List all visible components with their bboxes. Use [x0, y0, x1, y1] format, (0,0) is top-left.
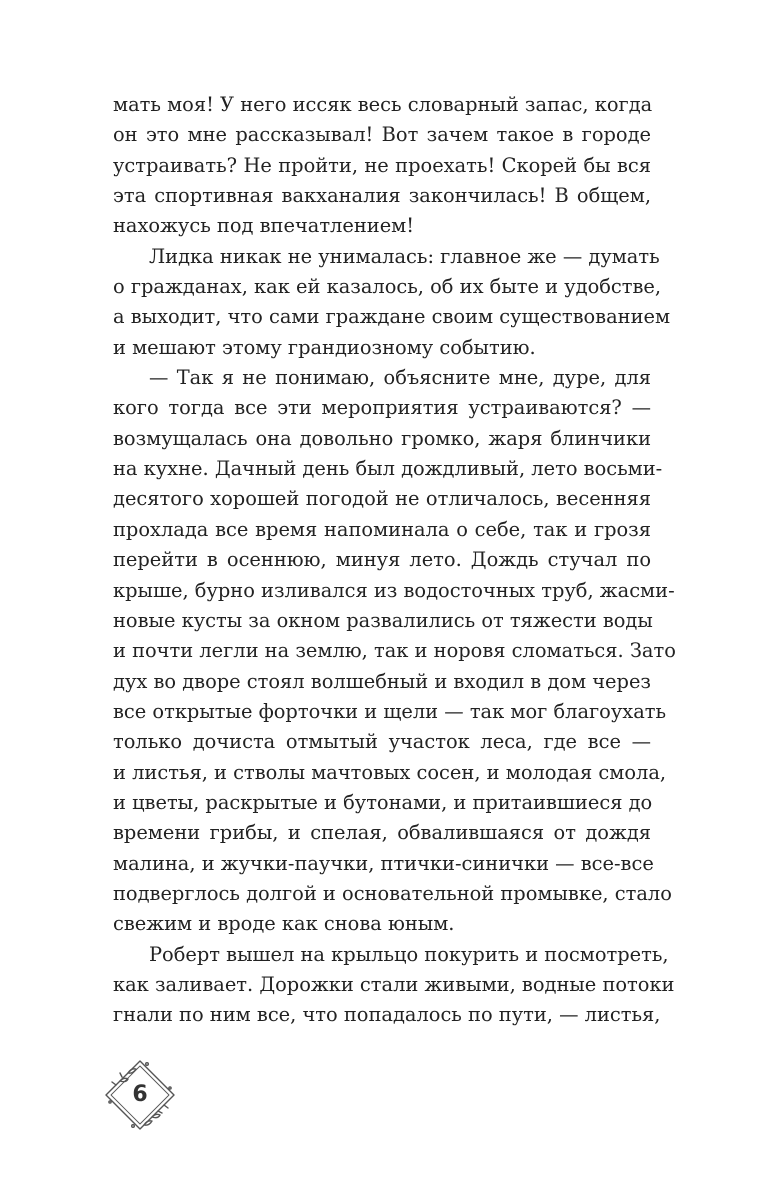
text-line: возмущалась она довольно громко, жаря блинчики: [113, 426, 651, 450]
text-line: на кухне. Дачный день был дождливый, лето восьми-: [113, 457, 663, 481]
text-line: о гражданах, как ей казалось, об их быте и удобстве,: [113, 275, 662, 299]
text-line: а выходит, что сами граждане своим существованием: [113, 305, 671, 329]
text-line: малина, и жучки-паучки, птички-синички — все-все: [113, 851, 654, 875]
text-line: Роберт вышел на крыльцо покурить и посмотреть,: [149, 942, 669, 966]
text-line: Лидка никак не унималась: главное же — думать: [149, 244, 660, 268]
text-line: все открытые форточки и щели — так мог благоухать: [113, 699, 667, 723]
text-line: и мешают этому грандиозному событию.: [113, 335, 536, 359]
text-line: он это мне рассказывал! Вот зачем такое в городе: [113, 123, 651, 147]
text-line: и листья, и стволы мачтовых сосен, и молодая смола,: [113, 760, 667, 784]
text-line: нахожусь под впечатлением!: [113, 214, 415, 238]
text-line: прохлада все время напоминала о себе, так и грозя: [113, 517, 651, 541]
text-line: десятого хорошей погодой не отличалось, весенняя: [113, 487, 651, 511]
text-line: подверглось долгой и основательной промывке, стало: [113, 881, 672, 905]
text-line: как заливает. Дорожки стали живыми, водные потоки: [113, 972, 675, 996]
text-line: только дочиста отмытый участок леса, где все —: [113, 730, 651, 754]
text-line: кого тогда все эти мероприятия устраиваются? —: [113, 396, 651, 420]
text-line: крыше, бурно изливался из водосточных труб, жасми-: [113, 578, 675, 602]
text-line: новые кусты за окном развалились от тяжести воды: [113, 608, 653, 632]
page-number: 6: [132, 1082, 148, 1107]
text-line: гнали по ним все, что попадалось по пути, — листья,: [113, 1003, 661, 1027]
body-text: [113, 90, 676, 1031]
text-line: и цветы, раскрытые и бутонами, и притаившиеся до: [113, 790, 653, 814]
text-line: устраивать? Не пройти, не проехать! Скорей бы вся: [113, 153, 651, 177]
text-line: и почти легли на землю, так и норовя сломаться. Зато: [113, 639, 676, 663]
text-line: эта спортивная вакханалия закончилась! В общем,: [113, 184, 651, 208]
text-line: дух во дворе стоял волшебный и входил в дом через: [113, 669, 651, 693]
text-line: мать моя! У него иссяк весь словарный запас, когда: [113, 93, 653, 116]
text-line: свежим и вроде как снова юным.: [113, 912, 455, 936]
text-line: времени грибы, и спелая, обвалившаяся от дождя: [113, 821, 651, 845]
text-line: перейти в осеннюю, минуя лето. Дождь стучал по: [113, 548, 651, 572]
text-line: — Так я не понимаю, объясните мне, дуре, для: [149, 366, 651, 390]
page-number-badge: [100, 1055, 180, 1135]
